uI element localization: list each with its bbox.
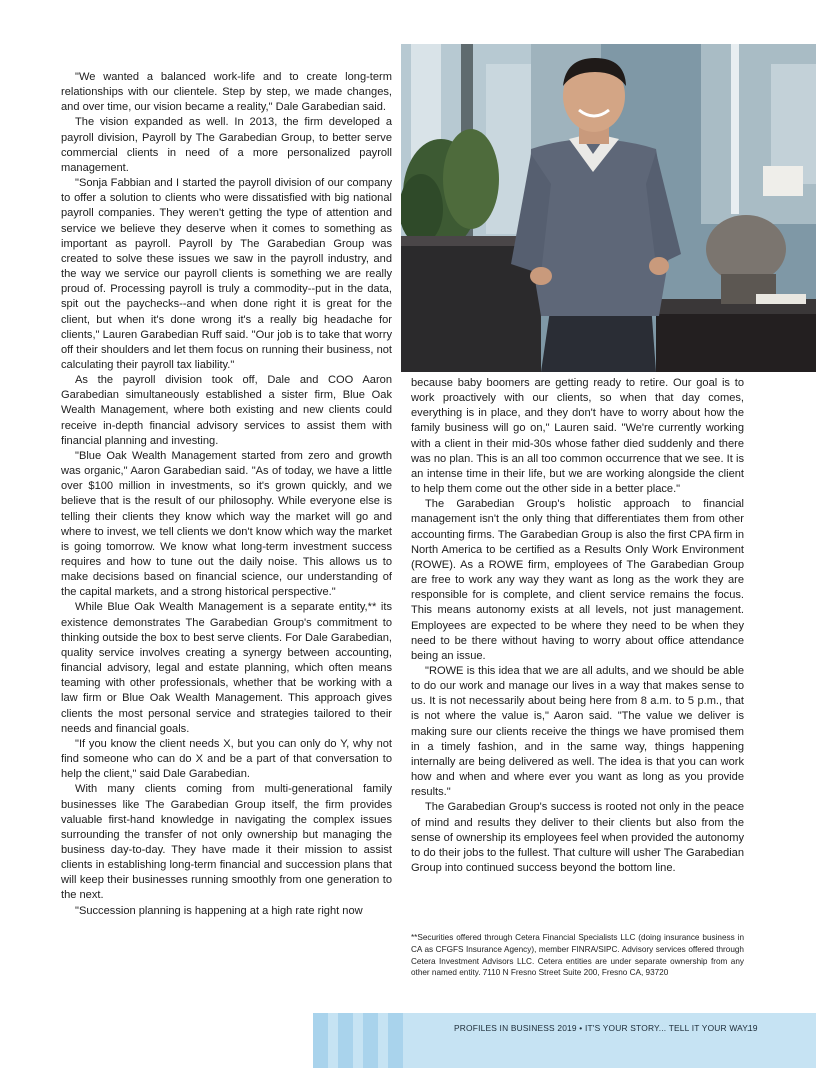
footer-stripe	[313, 1013, 328, 1068]
paragraph: "If you know the client needs X, but you can only do Y, why not find someone who can do X and be a part of that conversation to help the client," said Dale Garabedian.	[61, 737, 392, 781]
paragraph: "Succession planning is happening at a high rate right now	[75, 904, 363, 917]
paragraph: "Sonja Fabbian and I started the payroll division of our company to offer a solution to clients who were dissatisfied with big national payroll companies. They weren't getting the type of attention and service we believe they deserve when it comes to something as important as payroll. Payroll by The Garabedian Group was created to solve these issues we saw in the payroll industry, and the way we service our payroll clients is something we are really proud of. Processing payroll is truly a commodity--put in the data, spit out the paychecks--and when done right it is great for the client, but when it's done wrong it's a really big headache for clients," Lauren Garabedian Ruff said. "Our job is to take that worry off their shoulders and let them focus on running their business, not calculating their payroll tax liability."	[61, 177, 392, 371]
footer-stripe	[388, 1013, 403, 1068]
paragraph: The Garabedian Group's holistic approach to financial management isn't the only thing that differentiates them from other accounting firms. The Garabedian Group is also the first CPA firm in North America to be certified as a Results Only Work Environment (ROWE). As a ROWE firm, employees of The Garabedian Group are free to work any way they want as long as the work they are responsible for is complete, and client service remains the focus. This means autonomy exists at all levels, not just management. Employees are expected to be where they need to be when they need to be there without having to worry about office attendance being an issue.	[411, 498, 744, 662]
securities-footnote: **Securities offered through Cetera Financial Specialists LLC (doing insurance business in CA as CFGFS Insurance Agency), member FINRA/SIPC. Advisory services offered through Cetera Investment Advisors LLC. Cetera entities are under separate ownership from any other named entity. 7110 N Fresno Street Suite 200, Fresno CA, 93720	[411, 933, 744, 978]
page-number: 19	[748, 1023, 758, 1033]
article-right-column	[411, 376, 744, 876]
paragraph: "ROWE is this idea that we are all adults, and we should be able to do our work and manage our lives in a way that makes sense to us. It is not necessarily about being here from 8 a.m. to 5 p.m., that is not where the value is," Aaron said. "The value we deliver is making sure our clients receive the things we have promised them in a timely fashion, and in the same way, things happening internally are being delivered as well. The idea is that you can work how and when and where ever you want as long as you provide results."	[411, 664, 744, 799]
office-portrait-illustration	[401, 44, 816, 372]
portrait-photo	[401, 44, 816, 372]
paragraph: because baby boomers are getting ready to retire. Our goal is to work proactively with our clients, so when that day comes, everything is in place, and they don't have to worry about how the family business will go on," Lauren said. "We're currently working with a client in their mid-30s whose father died suddenly and there was no plan. This is an all too common occurrence that we see. It is an intense time in their life, but we are working alongside the client to help them come out the other side in a better place."	[411, 377, 744, 496]
footer-stripe	[363, 1013, 378, 1068]
paragraph: The vision expanded as well. In 2013, the firm developed a payroll division, Payroll by The Garabedian Group, to better serve commercial clients in need of a more personalized payroll management.	[61, 116, 392, 174]
paragraph: The Garabedian Group's success is rooted not only in the peace of mind and results they deliver to their clients but also from the sense of ownership its employees feel when provided the autonomy to do their jobs to the fullest. That culture will usher The Garabedian Group into continued success beyond the bottom line.	[411, 801, 745, 874]
paragraph: While Blue Oak Wealth Management is a separate entity,** its existence demonstrates The Garabedian Group's commitment to thinking outside the box to best serve clients. For Dale Garabedian, quality service involves creating a synergy between accounting, financial advisory, legal and estate planning, which often means teaming with other professionals, whether that be working with a law firm or Blue Oak Wealth Management. This approach gives clients the most personal service and strategies tailored to their needs and financial goals.	[61, 601, 392, 735]
paragraph: With many clients coming from multi-generational family businesses like The Garabedian Group itself, the firm provides valuable first-hand knowledge in navigating the complex issues surrounding the transfer of not only ownership but managing the business day-to-day. They have made it their mission to assist clients in establishing long-term financial and succession plans that will keep their businesses running smoothly from one generation to the next.	[61, 783, 392, 902]
paragraph: "Blue Oak Wealth Management started from zero and growth was organic," Aaron Garabedian said. "As of today, we have a little over $100 million in investments, so it's grown quickly, and we believe that is the result of our philosophy. While everyone else is telling their clients they know which way the market will go and where to invest, we tell clients we don't know which way the market is going tomorrow. We know what long-term investment success requires and how to tune out the daily noise. This allows us to make decisions based on financial science, our understanding of the capital markets, and a strong historical perspective."	[61, 449, 392, 599]
footer-tagline: PROFILES IN BUSINESS 2019 • IT'S YOUR STORY... TELL IT YOUR WAY.	[454, 1023, 750, 1033]
paragraph: "We wanted a balanced work-life and to create long-term relationships with our clientele. Step by step, we made changes, and over time, our vision became a reality," Dale Garabedian said.	[61, 71, 392, 114]
paragraph: As the payroll division took off, Dale and COO Aaron Garabedian simultaneously established a sister firm, Blue Oak Wealth Management, where both existing and new clients could receive in-depth financial advisory services to assist them with financial planning and investing.	[61, 374, 392, 447]
article-left-column	[61, 70, 392, 919]
footer-stripe	[338, 1013, 353, 1068]
